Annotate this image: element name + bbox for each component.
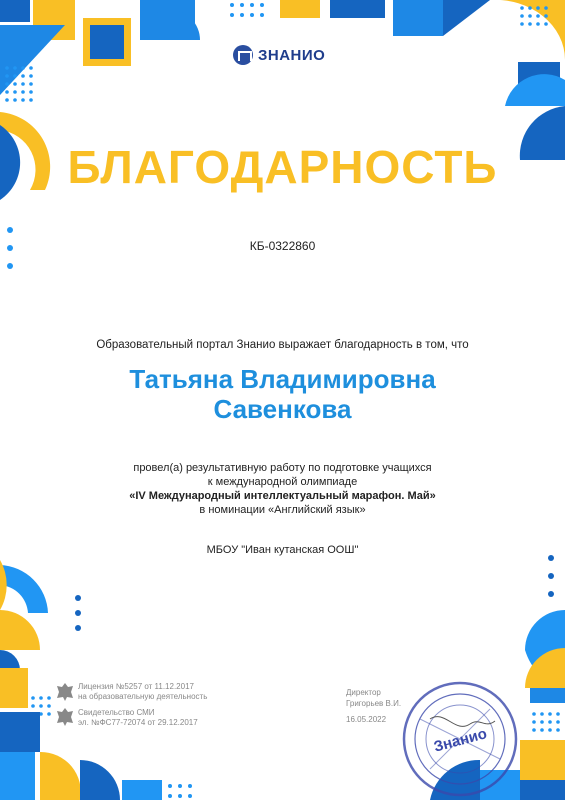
issue-date: 16.05.2022 — [346, 715, 387, 724]
official-stamp — [400, 679, 520, 799]
media-line-2: эл. №ФС77-72074 от 29.12.2017 — [78, 718, 198, 727]
signature-block — [346, 687, 401, 725]
znanio-logo-icon — [233, 45, 253, 65]
media-line-1: Свидетельство СМИ — [78, 708, 155, 717]
event-name: «IV Международный интеллектуальный марафон. Май» — [129, 490, 436, 502]
certificate-serial: КБ-0322860 — [249, 239, 316, 253]
right-dots — [548, 555, 554, 597]
certificate-title: БЛАГОДАРНОСТЬ — [67, 141, 498, 193]
intro-text: Образовательный портал Знанио выражает благодарность в том, что — [96, 339, 469, 351]
nomination: в номинации «Английский язык» — [199, 504, 366, 516]
signer-title: Директор — [346, 688, 381, 697]
achievement-text — [0, 461, 565, 517]
brand-name: ЗНАНИО — [258, 46, 326, 64]
license-line-1: Лицензия №5257 от 11.12.2017 — [78, 682, 194, 691]
signature-scribble — [430, 717, 495, 727]
body-line-1: провел(а) результативную работу по подготовке учащихся — [133, 462, 432, 474]
school-name: МБОУ "Иван кутанская ООШ" — [206, 544, 359, 556]
license-info — [78, 682, 207, 702]
body-line-2: к международной олимпиаде — [207, 476, 358, 488]
emblem-icon — [55, 706, 75, 728]
bottom-left-pattern — [0, 560, 192, 800]
emblem-icon — [55, 681, 75, 703]
brand-logo — [233, 44, 325, 66]
signer-name: Григорьев В.И. — [346, 699, 402, 708]
top-right-pattern — [230, 0, 565, 160]
media-registration-info — [78, 708, 198, 728]
stamp-text: Знанио — [431, 725, 489, 756]
recipient-name-line1: Татьяна Владимировна — [129, 364, 436, 394]
recipient-name-line2: Савенкова — [213, 394, 352, 424]
recipient-name — [0, 364, 565, 424]
license-line-2: на образовательную деятельность — [78, 692, 208, 701]
top-left-pattern — [0, 0, 200, 269]
